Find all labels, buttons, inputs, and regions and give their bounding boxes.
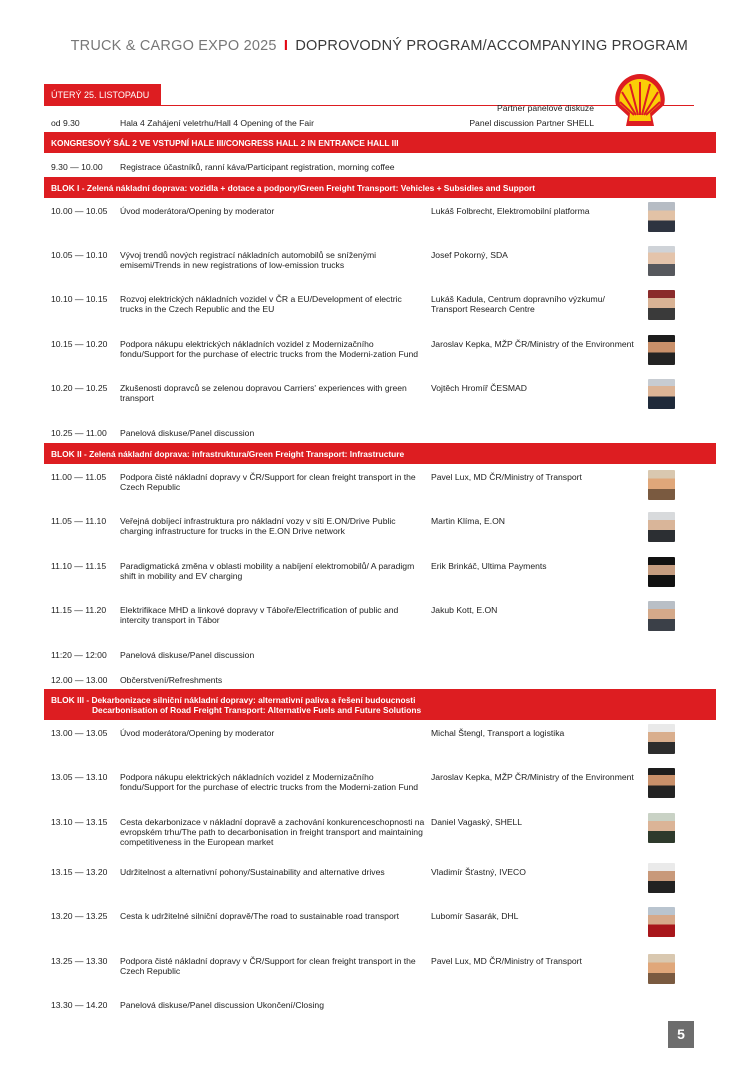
time-slot: 13.05 — 13.10 — [51, 772, 108, 782]
block-3-bar — [44, 689, 716, 720]
block-3-title-en: Decarbonisation of Road Freight Transport: Alternative Fuels and Future Solutions — [92, 704, 422, 715]
time-slot: 13.20 — 13.25 — [51, 911, 108, 921]
speaker-name: Lukáš Folbrecht, Elektromobilní platforma — [431, 206, 590, 216]
session-title: Vývoj trendů nových registrací nákladních automobilů se sníženými emisemi/Trends in new registrations of low-emission trucks — [120, 250, 377, 270]
session-title: Panelová diskuse/Panel discussion — [120, 650, 255, 660]
page-header — [71, 38, 688, 54]
time-slot: 12.00 — 13.00 — [51, 675, 108, 685]
session-title: Hala 4 Zahájení veletrhu/Hall 4 Opening of the Fair — [120, 118, 314, 128]
session-title: Elektrifikace MHD a linkové dopravy v Táboře/Electrification of public and intercity transport in Tábor — [120, 605, 399, 625]
speaker-photo — [648, 379, 675, 409]
speaker-photo — [648, 813, 675, 843]
partner-note — [469, 101, 594, 131]
day-divider — [44, 105, 694, 106]
speaker-photo — [648, 863, 675, 893]
time-slot: 13.25 — 13.30 — [51, 956, 108, 966]
session-title: Veřejná dobíjecí infrastruktura pro nákladní vozy v síti E.ON/Drive Public charging infrastructure for trucks in the E.ON Drive network — [120, 516, 396, 536]
speaker-name: Jaroslav Kepka, MŽP ČR/Ministry of the Environment — [431, 339, 634, 349]
time-slot: 13.00 — 13.05 — [51, 728, 108, 738]
speaker-name: Vojtěch Hromíř ČESMAD — [431, 383, 527, 393]
session-title: Registrace účastníků, ranní káva/Participant registration, morning coffee — [120, 162, 395, 172]
event-name: TRUCK & CARGO EXPO 2025 — [70, 38, 277, 54]
session-title: Podpora nákupu elektrických nákladních vozidel z Modernizačního fondu/Support for the purchase of electric trucks from the Moderni-zation Fund — [120, 339, 419, 359]
speaker-photo — [648, 557, 675, 587]
block-2-bar: BLOK II - Zelená nákladní doprava: infrastruktura/Green Freight Transport: Infrastructure — [44, 443, 716, 464]
time-slot: 11.15 — 11.20 — [51, 605, 107, 615]
speaker-name: Erik Brinkáč, Ultima Payments — [431, 561, 547, 571]
time-slot: 10.05 — 10.10 — [51, 250, 108, 260]
speaker-photo — [648, 246, 675, 276]
session-title: Úvod moderátora/Opening by moderator — [120, 206, 275, 216]
speaker-photo — [648, 335, 675, 365]
speaker-photo — [648, 601, 675, 631]
speaker-name: Lubomír Sasarák, DHL — [431, 911, 519, 921]
time-slot: 11.00 — 11.05 — [51, 472, 107, 482]
time-slot: 13.10 — 13.15 — [51, 817, 108, 827]
speaker-name: Josef Pokorný, SDA — [431, 250, 508, 260]
speaker-name: Pavel Lux, MD ČR/Ministry of Transport — [431, 472, 582, 482]
session-title: Paradigmatická změna v oblasti mobility a nabíjení elektromobilů/ A paradigm shift in mobility and EV charging — [120, 561, 415, 581]
session-title: Podpora nákupu elektrických nákladních vozidel z Modernizačního fondu/Support for the purchase of electric trucks from the Moderni-zation Fund — [120, 772, 419, 792]
session-title: Cesta dekarbonizace v nákladní dopravě a zachování konkurenceschopnosti na evropském trhu/The path to decarbonisation in freight transport and maintaining competitiveness in the European market — [120, 817, 425, 847]
time-slot: 13.30 — 14.20 — [51, 1000, 108, 1010]
session-title: Úvod moderátora/Opening by moderator — [120, 728, 275, 738]
speaker-photo — [648, 470, 675, 500]
speaker-photo — [648, 202, 675, 232]
speaker-photo — [648, 954, 675, 984]
time-slot: 10.20 — 10.25 — [51, 383, 108, 393]
shell-logo — [608, 70, 672, 130]
session-title: Podpora čisté nákladní dopravy v ČR/Support for clean freight transport in the Czech Republic — [120, 956, 416, 976]
time-slot: 10.10 — 10.15 — [51, 294, 108, 304]
session-title: Zkušenosti dopravců se zelenou dopravou Carriers' experiences with green transport — [120, 383, 407, 403]
session-title: Občerstvení/Refreshments — [120, 675, 223, 685]
time-slot: 9.30 — 10.00 — [51, 162, 103, 172]
page-number: 5 — [668, 1021, 694, 1048]
time-slot: 10.25 — 11.00 — [51, 428, 107, 438]
speaker-name: Jaroslav Kepka, MŽP ČR/Ministry of the Environment — [431, 772, 634, 782]
time-slot: 13.15 — 13.20 — [51, 867, 108, 877]
time-slot: 10.00 — 10.05 — [51, 206, 108, 216]
session-title: Udržitelnost a alternativní pohony/Sustainability and alternative drives — [120, 867, 385, 877]
time-slot: od 9.30 — [51, 118, 80, 128]
hall-bar: KONGRESOVÝ SÁL 2 VE VSTUPNÍ HALE III/CONGRESS HALL 2 IN ENTRANCE HALL III — [44, 132, 716, 153]
partner-line-cz: Partner panelové diskuze — [497, 103, 594, 113]
day-tab: ÚTERÝ 25. LISTOPADU — [44, 84, 161, 106]
speaker-name: Pavel Lux, MD ČR/Ministry of Transport — [431, 956, 582, 966]
speaker-name: Vladimír Šťastný, IVECO — [431, 867, 526, 877]
speaker-name: Michal Štengl, Transport a logistika — [431, 728, 565, 738]
session-title: Cesta k udržitelné silniční dopravě/The road to sustainable road transport — [120, 911, 399, 921]
time-slot: 11:20 — 12:00 — [51, 650, 107, 660]
session-title: Rozvoj elektrických nákladních vozidel v ČR a EU/Development of electric trucks in the Czech Republic and the EU — [120, 294, 402, 314]
block-3-title-cz: BLOK III - Dekarbonizace silniční nákladní dopravy: alternativní paliva a řešení budoucnosti — [51, 694, 416, 705]
speaker-name: Jakub Kott, E.ON — [431, 605, 498, 615]
speaker-name: Lukáš Kadula, Centrum dopravního výzkumu/ Transport Research Centre — [431, 294, 605, 314]
block-1-bar: BLOK I - Zelená nákladní doprava: vozidla + dotace a podpory/Green Freight Transport: Vehicles + Subsidies and Support — [44, 177, 716, 198]
speaker-photo — [648, 907, 675, 937]
program-name: DOPROVODNÝ PROGRAM/ACCOMPANYING PROGRAM — [295, 38, 688, 54]
time-slot: 11.05 — 11.10 — [51, 516, 107, 526]
partner-line-en: Panel discussion Partner SHELL — [469, 118, 594, 128]
session-title: Panelová diskuse/Panel discussion Ukončení/Closing — [120, 1000, 324, 1010]
time-slot: 11.10 — 11.15 — [51, 561, 107, 571]
session-title: Podpora čisté nákladní dopravy v ČR/Support for clean freight transport in the Czech Republic — [120, 472, 416, 492]
session-title: Panelová diskuse/Panel discussion — [120, 428, 255, 438]
speaker-photo — [648, 290, 675, 320]
header-separator: I — [283, 38, 289, 54]
speaker-name: Daniel Vagaský, SHELL — [431, 817, 523, 827]
speaker-photo — [648, 768, 675, 798]
speaker-name: Martin Klíma, E.ON — [431, 516, 506, 526]
speaker-photo — [648, 724, 675, 754]
speaker-photo — [648, 512, 675, 542]
time-slot: 10.15 — 10.20 — [51, 339, 108, 349]
